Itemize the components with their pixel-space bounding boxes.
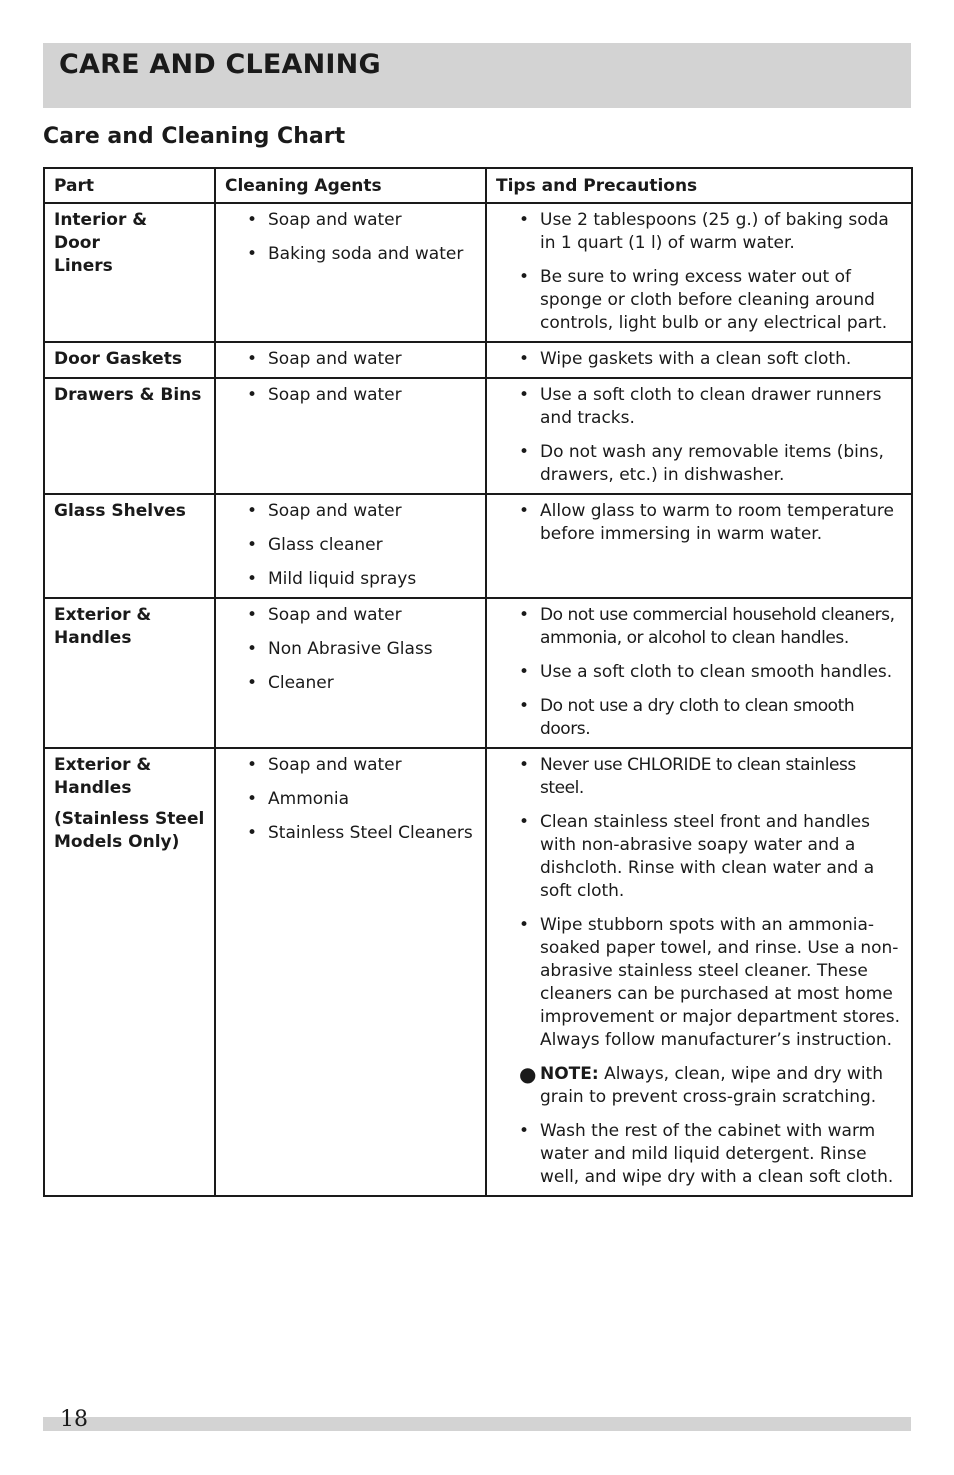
part-label: Drawers & Bins [54, 385, 202, 405]
bullet-icon: • [519, 267, 530, 287]
bullet-icon: • [519, 501, 530, 521]
agent-item: • Soap and water [247, 385, 402, 405]
bullet-icon: • [247, 535, 258, 555]
part-label: Door Gaskets [54, 349, 182, 369]
note-label: NOTE: [540, 1064, 599, 1084]
tip-item: • Do not use a dry cloth to clean smooth doors. [519, 696, 855, 739]
page-number: 18 [60, 1407, 88, 1432]
part-label: Glass Shelves [54, 501, 186, 521]
header-banner [43, 43, 911, 108]
tip-item: • Wipe stubborn spots with an ammonia-soaked paper towel, and rinse. Use a non-abrasive stainless steel cleaner. These cleaners can be purchased at most home improvement or major department stores. Always follow manufacturer’s instruction. [519, 915, 900, 1050]
footer-bar [43, 1417, 911, 1431]
bullet-icon: • [519, 349, 530, 369]
agents-cell [215, 203, 486, 342]
table-row [44, 748, 912, 1196]
agent-item: • Soap and water [247, 210, 402, 230]
bullet-icon: • [519, 210, 530, 230]
tip-item: • Use 2 tablespoons (25 g.) of baking soda in 1 quart (1 l) of warm water. [519, 210, 889, 253]
tip-item: • Wash the rest of the cabinet with warm water and mild liquid detergent. Rinse well, and wipe dry with a clean soft cloth. [519, 1121, 894, 1187]
table-row [44, 342, 912, 378]
column-header-tips: Tips and Precautions [486, 168, 912, 203]
part-cell [44, 378, 215, 494]
tip-item: • Never use CHLORIDE to clean stainless steel. [519, 755, 856, 798]
tip-item-note [496, 1063, 902, 1109]
tip-item: • Be sure to wring excess water out of sponge or cloth before cleaning around controls, light bulb or any electrical part. [519, 267, 888, 333]
table-row [44, 598, 912, 748]
agents-cell [215, 378, 486, 494]
bullet-icon: • [247, 210, 258, 230]
agents-cell [215, 342, 486, 378]
part-cell [44, 203, 215, 342]
part-label: Door [54, 233, 100, 253]
bullet-icon: • [519, 915, 530, 935]
tips-cell [486, 203, 912, 342]
tips-cell [486, 342, 912, 378]
agent-item: • Stainless Steel Cleaners [247, 823, 473, 843]
bullet-icon: • [519, 385, 530, 405]
bullet-icon: • [519, 696, 529, 716]
agent-item: • Glass cleaner [247, 535, 383, 555]
part-cell [44, 748, 215, 1196]
agent-item: • Soap and water [247, 755, 402, 775]
bullet-icon: • [247, 501, 258, 521]
part-note: (Stainless Steel [54, 809, 205, 829]
part-cell [44, 342, 215, 378]
part-cell [44, 494, 215, 598]
part-label: Liners [54, 256, 113, 276]
column-header-part: Part [44, 168, 215, 203]
bullet-icon: • [247, 244, 258, 264]
bullet-icon: • [519, 812, 530, 832]
part-label: Exterior & [54, 605, 152, 625]
part-note: Models Only) [54, 832, 180, 852]
tip-item: • Clean stainless steel front and handles with non-abrasive soapy water and a dishcloth. Rinse with clean water and a soft cloth. [519, 812, 875, 901]
table-header-row [44, 168, 912, 203]
tips-cell [486, 748, 912, 1196]
column-header-agents: Cleaning Agents [215, 168, 486, 203]
bullet-icon: • [247, 755, 258, 775]
tip-item: • Allow glass to warm to room temperature before immersing in warm water. [519, 501, 894, 544]
agent-item: • Cleaner [247, 673, 334, 693]
agents-cell [215, 598, 486, 748]
agents-cell [215, 748, 486, 1196]
tips-cell [486, 598, 912, 748]
agent-item: • Soap and water [247, 349, 402, 369]
tips-cell [486, 494, 912, 598]
part-label: Interior & [54, 210, 148, 230]
bullet-icon: • [247, 569, 258, 589]
bullet-icon: • [519, 605, 529, 625]
page-title: CARE AND CLEANING [59, 49, 381, 80]
agent-item: • Baking soda and water [247, 244, 464, 264]
tip-item: • Do not use commercial household cleaners, ammonia, or alcohol to clean handles. [519, 605, 895, 648]
table-row [44, 203, 912, 342]
tip-item: • Do not wash any removable items (bins, drawers, etc.) in dishwasher. [519, 442, 884, 485]
agent-item: • Soap and water [247, 605, 402, 625]
bullet-icon: • [519, 755, 529, 775]
tip-item: • Wipe gaskets with a clean soft cloth. [519, 349, 852, 369]
bullet-icon: • [247, 605, 258, 625]
agent-item: • Ammonia [247, 789, 350, 809]
bullet-icon: • [519, 662, 530, 682]
care-cleaning-table [43, 167, 913, 1197]
part-label: Exterior & [54, 755, 152, 775]
tip-item: • Use a soft cloth to clean smooth handles. [519, 662, 893, 682]
bullet-icon: ● [519, 1062, 537, 1086]
table-row [44, 494, 912, 598]
bullet-icon: • [247, 789, 258, 809]
bullet-icon: • [519, 442, 530, 462]
note-text: Always, clean, wipe and dry with grain to prevent cross-grain scratching. [540, 1064, 883, 1107]
table-row [44, 378, 912, 494]
part-label: Handles [54, 778, 132, 798]
bullet-icon: • [247, 639, 258, 659]
tips-cell [486, 378, 912, 494]
bullet-icon: • [519, 1121, 530, 1141]
tip-item: • Use a soft cloth to clean drawer runners and tracks. [519, 385, 882, 428]
part-label: Handles [54, 628, 132, 648]
agent-item: • Mild liquid sprays [247, 569, 417, 589]
bullet-icon: • [247, 385, 258, 405]
agents-cell [215, 494, 486, 598]
bullet-icon: • [247, 673, 258, 693]
section-title: Care and Cleaning Chart [43, 124, 346, 149]
part-cell [44, 598, 215, 748]
agent-item: • Soap and water [247, 501, 402, 521]
agent-item: • Non Abrasive Glass [247, 639, 433, 659]
bullet-icon: • [247, 823, 258, 843]
bullet-icon: • [247, 349, 258, 369]
